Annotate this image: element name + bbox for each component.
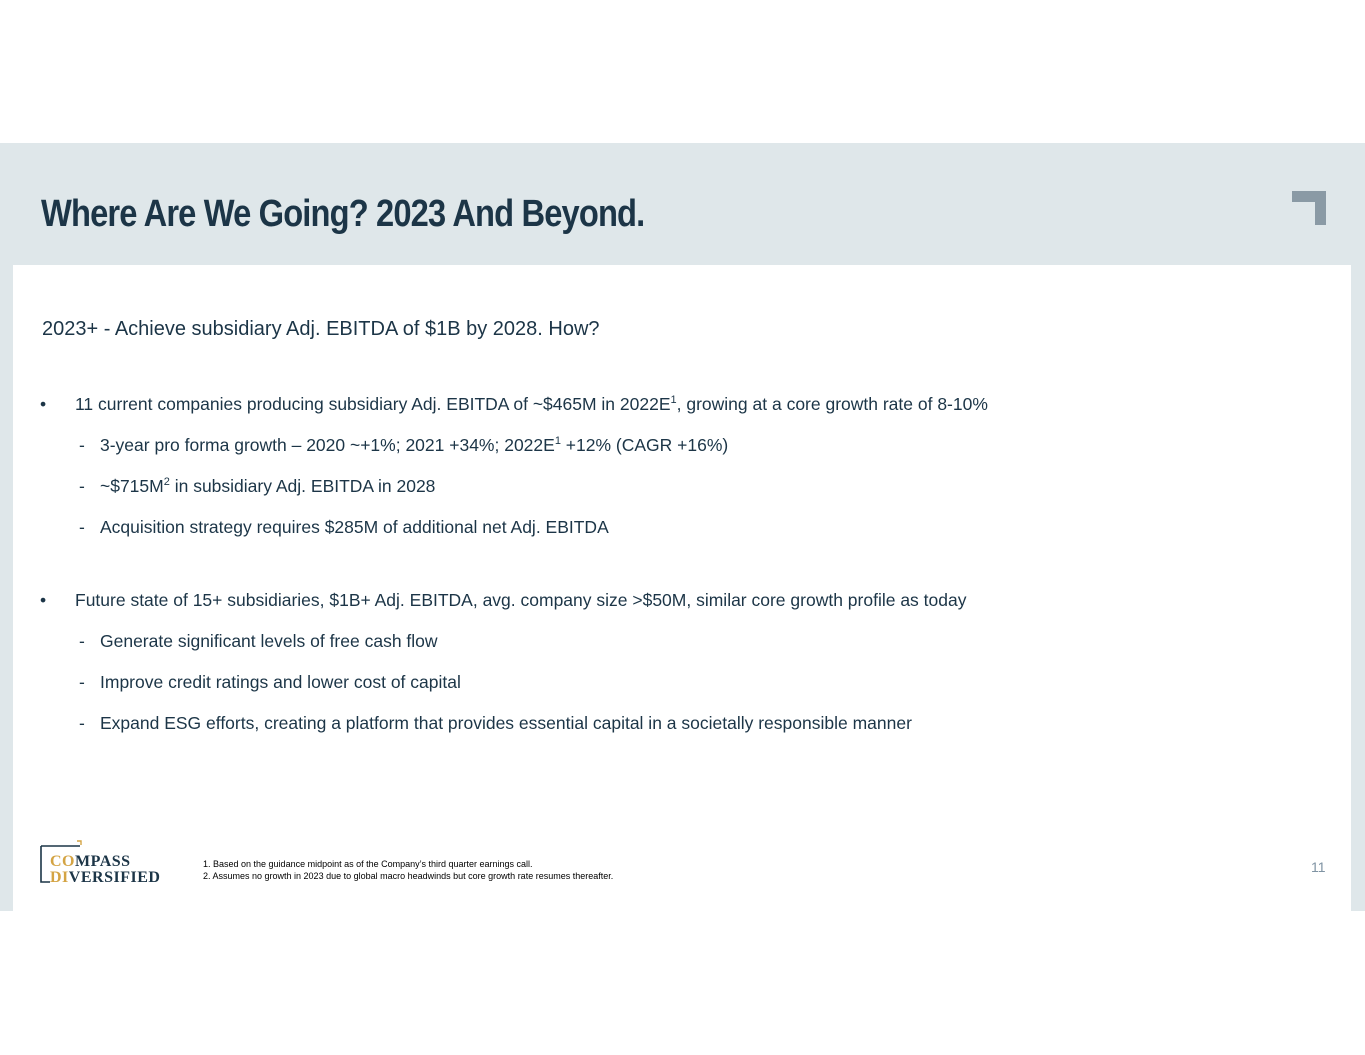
logo-text: MPASS <box>75 853 131 870</box>
footnote-ref: 2 <box>163 476 170 489</box>
bullet-text: Future state of 15+ subsidiaries, $1B+ Adj. EBITDA, avg. company size >$50M, similar core growth profile as today <box>75 590 967 610</box>
sub-bullet-text: Generate significant levels of free cash flow <box>100 631 438 651</box>
sub-bullet-text: $\sim\$715M^2$ in subsidiary Adj. EBITDA in 2028 <box>100 476 436 496</box>
sub-bullet-text: 3-year pro forma growth – 2020 ~+1%; 2021 +34%; $2022E^1 +12\%$ (CAGR +16%) <box>100 435 729 455</box>
content-panel <box>13 265 1351 911</box>
sub-bullet-text: Expand ESG efforts, creating a platform that provides essential capital in a societally responsible manner <box>100 713 912 733</box>
sub-bullet-text: Improve credit ratings and lower cost of capital <box>100 672 461 692</box>
bullet-marker: • <box>40 590 47 610</box>
logo-accent-text: DI <box>50 869 69 886</box>
page-number: 11 <box>1311 859 1326 875</box>
dash-marker: - <box>79 631 85 651</box>
slide-subtitle: 2023+ - Achieve subsidiary Adj. EBITDA of $1B by 2028. How? <box>42 318 600 340</box>
bullet-marker: • <box>40 394 47 414</box>
footnote-ref: 1 <box>670 394 677 407</box>
dash-marker: - <box>79 435 85 455</box>
corner-bracket-icon <box>1292 191 1326 225</box>
slide-title: Where Are We Going? 2023 And Beyond. <box>41 193 645 235</box>
footnote-2: 2. Assumes no growth in 2023 due to global macro headwinds but core growth rate resumes thereafter. <box>203 871 614 881</box>
dash-marker: - <box>79 517 85 537</box>
bullet-text: 11 current companies producing subsidiary Adj. EBITDA of ~$465M in $2022E^1$, growing at a core growth rate of 8-10% <box>75 394 988 414</box>
svg-text:COMPASS <box>50 853 131 870</box>
dash-marker: - <box>79 476 85 496</box>
footnotes <box>203 858 613 882</box>
slide <box>0 143 1365 911</box>
sub-bullet-text: Acquisition strategy requires $285M of additional net Adj. EBITDA <box>100 517 609 537</box>
dash-marker: - <box>79 672 85 692</box>
dash-marker: - <box>79 713 85 733</box>
compass-diversified-logo <box>40 840 180 886</box>
svg-text:DIVERSIFIED <box>50 869 160 886</box>
footnote-ref: 1 <box>554 435 561 448</box>
logo-accent-text: CO <box>50 853 75 870</box>
logo-text: VERSIFIED <box>68 869 161 886</box>
footnote-1: 1. Based on the guidance midpoint as of the Company’s third quarter earnings call. <box>203 859 533 869</box>
